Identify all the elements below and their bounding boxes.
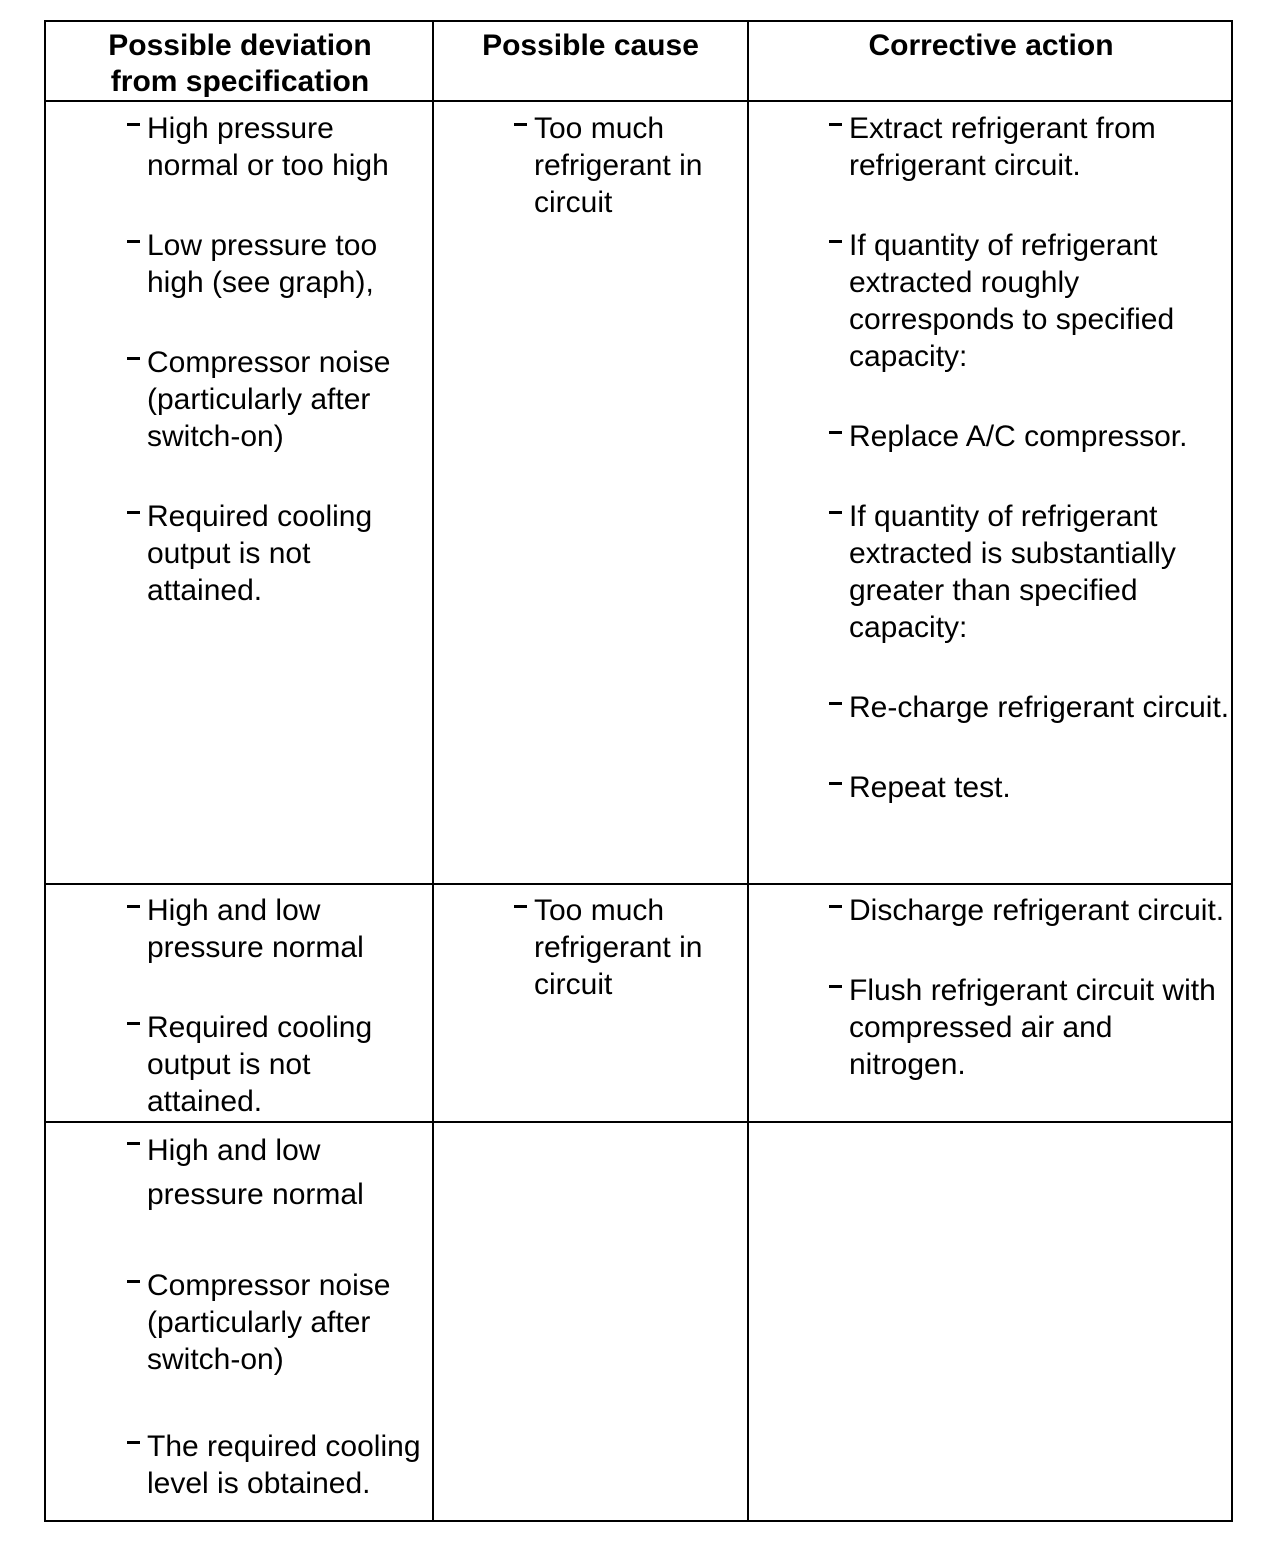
row-divider xyxy=(46,1121,1231,1123)
row1-deviation-cell xyxy=(123,110,428,609)
row1-cause-cell xyxy=(510,110,742,221)
header-action xyxy=(749,22,1233,102)
list-item: Too much refrigerant in circuit xyxy=(510,892,742,1003)
list-item: High pressure normal or too high xyxy=(123,110,428,184)
list-item: Required cooling output is not attained. xyxy=(123,498,428,609)
list-item: If quantity of refrigerant extracted is substantially greater than specified capacity: xyxy=(825,498,1230,646)
row-divider xyxy=(46,883,1231,885)
header-cause xyxy=(434,22,747,102)
row2-cause-cell xyxy=(510,892,742,1003)
list-item: Compressor noise (particularly after switch-on) xyxy=(123,344,428,455)
row2-action-cell xyxy=(825,892,1230,1083)
header-action-label: Corrective action xyxy=(868,29,1114,62)
list-item: Discharge refrigerant circuit. xyxy=(825,892,1230,929)
list-item: Compressor noise (particularly after switch-on) xyxy=(123,1267,428,1378)
troubleshooting-table xyxy=(44,20,1233,1522)
list-item: The required cooling level is obtained. xyxy=(123,1428,428,1502)
column-divider xyxy=(747,22,749,1520)
list-item: Replace A/C compressor. xyxy=(825,418,1230,455)
list-item: High and low pressure normal xyxy=(123,892,428,966)
list-item: Flush refrigerant circuit with compressed air and nitrogen. xyxy=(825,972,1230,1083)
list-item: Low pressure too high (see graph), xyxy=(123,227,428,301)
header-deviation xyxy=(46,22,434,102)
list-item: Re-charge refrigerant circuit. xyxy=(825,689,1230,726)
list-item: Required cooling output is not attained. xyxy=(123,1009,428,1120)
list-item: Extract refrigerant from refrigerant circuit. xyxy=(825,110,1230,184)
row2-deviation-cell xyxy=(123,892,428,1120)
list-item: Too much refrigerant in circuit xyxy=(510,110,742,221)
list-item: High and low pressure normal xyxy=(123,1129,428,1217)
header-cause-label: Possible cause xyxy=(482,29,699,62)
list-item: If quantity of refrigerant extracted roughly corresponds to specified capacity: xyxy=(825,227,1230,375)
row3-deviation-cell xyxy=(123,1129,428,1502)
column-divider xyxy=(432,22,434,1520)
list-item: Repeat test. xyxy=(825,769,1230,806)
row1-action-cell xyxy=(825,110,1230,806)
header-deviation-label: Possible deviation from specification xyxy=(108,29,372,98)
